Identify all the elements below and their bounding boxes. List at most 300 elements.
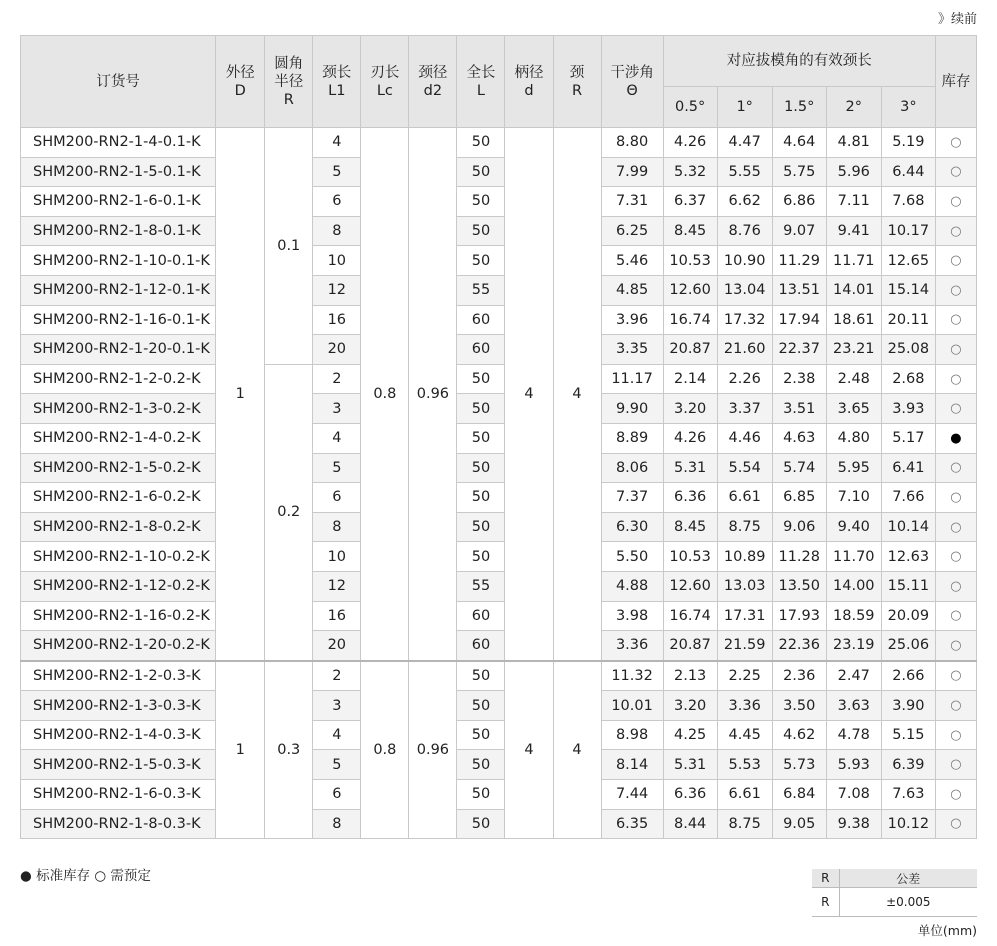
header-shank-diameter: 柄径 d <box>505 36 553 128</box>
effective-length-cell: 13.03 <box>717 571 772 601</box>
effective-length-cell: 3.20 <box>663 394 717 424</box>
order-code-cell: SHM200-RN2-1-5-0.3-K <box>21 750 216 780</box>
effective-length-cell: 6.62 <box>717 187 772 217</box>
neck-length-cell: 4 <box>313 423 361 453</box>
order-code-cell: SHM200-RN2-1-16-0.1-K <box>21 305 216 335</box>
neck-length-cell: 2 <box>313 364 361 394</box>
neck-length-cell: 20 <box>313 335 361 365</box>
table-row <box>21 809 977 839</box>
effective-length-cell: 8.44 <box>663 809 717 839</box>
effective-length-cell: 4.26 <box>663 423 717 453</box>
interference-angle-cell: 3.36 <box>601 631 663 661</box>
effective-length-cell: 4.80 <box>826 423 881 453</box>
stock-cell: ○ <box>935 483 976 513</box>
effective-length-cell: 23.19 <box>826 631 881 661</box>
neck-length-cell: 2 <box>313 661 361 691</box>
table-row <box>21 364 977 394</box>
effective-length-cell: 2.36 <box>772 661 826 691</box>
effective-length-cell: 4.63 <box>772 423 826 453</box>
total-length-cell: 60 <box>457 305 505 335</box>
neck-length-cell: 5 <box>313 453 361 483</box>
order-code-cell: SHM200-RN2-1-5-0.1-K <box>21 157 216 187</box>
total-length-cell: 50 <box>457 780 505 810</box>
neck-length-cell: 4 <box>313 720 361 750</box>
outer-diameter-cell: 1 <box>216 661 265 839</box>
interference-angle-cell: 8.06 <box>601 453 663 483</box>
stock-cell: ○ <box>935 216 976 246</box>
effective-length-cell: 3.50 <box>772 691 826 721</box>
effective-length-cell: 5.93 <box>826 750 881 780</box>
effective-length-cell: 6.85 <box>772 483 826 513</box>
stock-cell: ● <box>935 423 976 453</box>
total-length-cell: 50 <box>457 512 505 542</box>
interference-angle-cell: 8.98 <box>601 720 663 750</box>
neck-length-cell: 3 <box>313 394 361 424</box>
interference-angle-cell: 9.90 <box>601 394 663 424</box>
effective-length-cell: 4.47 <box>717 128 772 158</box>
table-row <box>21 571 977 601</box>
effective-length-cell: 8.45 <box>663 512 717 542</box>
effective-length-cell: 3.90 <box>881 691 935 721</box>
table-row <box>21 305 977 335</box>
header-angle-0-5: 0.5° <box>663 87 717 128</box>
order-code-cell: SHM200-RN2-1-6-0.1-K <box>21 187 216 217</box>
blade-length-cell: 0.8 <box>361 661 409 839</box>
neck-length-cell: 4 <box>313 128 361 158</box>
effective-length-cell: 4.64 <box>772 128 826 158</box>
effective-length-cell: 18.61 <box>826 305 881 335</box>
table-row <box>21 720 977 750</box>
effective-length-cell: 25.06 <box>881 631 935 661</box>
effective-length-cell: 7.63 <box>881 780 935 810</box>
table-row <box>21 423 977 453</box>
neck-length-cell: 6 <box>313 780 361 810</box>
stock-cell: ○ <box>935 780 976 810</box>
order-code-cell: SHM200-RN2-1-8-0.3-K <box>21 809 216 839</box>
interference-angle-cell: 11.32 <box>601 661 663 691</box>
corner-radius-cell: 0.2 <box>265 364 313 660</box>
header-angle-3: 3° <box>881 87 935 128</box>
effective-length-cell: 5.31 <box>663 453 717 483</box>
effective-length-cell: 6.36 <box>663 780 717 810</box>
stock-cell: ○ <box>935 305 976 335</box>
table-row <box>21 394 977 424</box>
neck-diameter-cell: 0.96 <box>409 128 457 661</box>
table-row <box>21 542 977 572</box>
effective-length-cell: 3.93 <box>881 394 935 424</box>
effective-length-cell: 9.38 <box>826 809 881 839</box>
effective-length-cell: 4.78 <box>826 720 881 750</box>
stock-cell: ○ <box>935 720 976 750</box>
header-neck-r: 颈 R <box>553 36 601 128</box>
total-length-cell: 50 <box>457 661 505 691</box>
total-length-cell: 50 <box>457 216 505 246</box>
total-length-cell: 50 <box>457 423 505 453</box>
stock-cell: ○ <box>935 750 976 780</box>
neck-length-cell: 8 <box>313 809 361 839</box>
neck-length-cell: 5 <box>313 157 361 187</box>
effective-length-cell: 12.60 <box>663 275 717 305</box>
total-length-cell: 60 <box>457 335 505 365</box>
total-length-cell: 50 <box>457 542 505 572</box>
corner-radius-cell: 0.1 <box>265 128 313 365</box>
effective-length-cell: 5.15 <box>881 720 935 750</box>
neck-length-cell: 8 <box>313 512 361 542</box>
tolerance-header-r: R <box>812 869 839 888</box>
effective-length-cell: 5.73 <box>772 750 826 780</box>
effective-length-cell: 8.75 <box>717 512 772 542</box>
interference-angle-cell: 10.01 <box>601 691 663 721</box>
stock-cell: ○ <box>935 128 976 158</box>
interference-angle-cell: 4.88 <box>601 571 663 601</box>
effective-length-cell: 3.20 <box>663 691 717 721</box>
neck-length-cell: 6 <box>313 187 361 217</box>
interference-angle-cell: 6.30 <box>601 512 663 542</box>
interference-angle-cell: 8.80 <box>601 128 663 158</box>
stock-cell: ○ <box>935 364 976 394</box>
stock-cell: ○ <box>935 661 976 691</box>
neck-length-cell: 16 <box>313 305 361 335</box>
header-interference-angle: 干涉角 Θ <box>601 36 663 128</box>
total-length-cell: 50 <box>457 394 505 424</box>
interference-angle-cell: 7.99 <box>601 157 663 187</box>
effective-length-cell: 5.31 <box>663 750 717 780</box>
effective-length-cell: 5.53 <box>717 750 772 780</box>
order-code-cell: SHM200-RN2-1-4-0.2-K <box>21 423 216 453</box>
effective-length-cell: 17.93 <box>772 601 826 631</box>
effective-length-cell: 7.08 <box>826 780 881 810</box>
order-code-cell: SHM200-RN2-1-12-0.2-K <box>21 571 216 601</box>
effective-length-cell: 5.54 <box>717 453 772 483</box>
effective-length-cell: 9.41 <box>826 216 881 246</box>
effective-length-cell: 16.74 <box>663 305 717 335</box>
table-row <box>21 157 977 187</box>
effective-length-cell: 2.13 <box>663 661 717 691</box>
neck-length-cell: 10 <box>313 542 361 572</box>
corner-radius-cell: 0.3 <box>265 661 313 839</box>
interference-angle-cell: 7.44 <box>601 780 663 810</box>
header-angle-2: 2° <box>826 87 881 128</box>
order-code-cell: SHM200-RN2-1-6-0.2-K <box>21 483 216 513</box>
stock-legend: ● 标准库存 ○ 需预定 <box>20 868 151 884</box>
tolerance-table <box>812 869 977 917</box>
header-blade-length: 刃长 Lc <box>361 36 409 128</box>
interference-angle-cell: 11.17 <box>601 364 663 394</box>
effective-length-cell: 22.37 <box>772 335 826 365</box>
interference-angle-cell: 3.35 <box>601 335 663 365</box>
effective-length-cell: 12.63 <box>881 542 935 572</box>
neck-length-cell: 12 <box>313 275 361 305</box>
effective-length-cell: 22.36 <box>772 631 826 661</box>
effective-length-cell: 9.05 <box>772 809 826 839</box>
table-row <box>21 216 977 246</box>
order-code-cell: SHM200-RN2-1-2-0.2-K <box>21 364 216 394</box>
stock-cell: ○ <box>935 335 976 365</box>
effective-length-cell: 3.65 <box>826 394 881 424</box>
effective-length-cell: 5.55 <box>717 157 772 187</box>
effective-length-cell: 10.89 <box>717 542 772 572</box>
effective-length-cell: 6.41 <box>881 453 935 483</box>
table-row <box>21 631 977 661</box>
effective-length-cell: 6.39 <box>881 750 935 780</box>
effective-length-cell: 6.84 <box>772 780 826 810</box>
total-length-cell: 50 <box>457 691 505 721</box>
neck-length-cell: 8 <box>313 216 361 246</box>
stock-cell: ○ <box>935 187 976 217</box>
effective-length-cell: 17.32 <box>717 305 772 335</box>
header-outer-diameter: 外径 D <box>216 36 265 128</box>
interference-angle-cell: 7.31 <box>601 187 663 217</box>
header-angle-1-5: 1.5° <box>772 87 826 128</box>
effective-length-cell: 10.90 <box>717 246 772 276</box>
order-code-cell: SHM200-RN2-1-6-0.3-K <box>21 780 216 810</box>
effective-length-cell: 5.17 <box>881 423 935 453</box>
effective-length-cell: 21.60 <box>717 335 772 365</box>
effective-length-cell: 20.87 <box>663 335 717 365</box>
order-code-cell: SHM200-RN2-1-3-0.3-K <box>21 691 216 721</box>
effective-length-cell: 6.36 <box>663 483 717 513</box>
stock-cell: ○ <box>935 601 976 631</box>
effective-length-cell: 14.00 <box>826 571 881 601</box>
effective-length-cell: 2.14 <box>663 364 717 394</box>
interference-angle-cell: 3.98 <box>601 601 663 631</box>
effective-length-cell: 14.01 <box>826 275 881 305</box>
table-row <box>21 128 977 158</box>
header-neck-length: 颈长 L1 <box>313 36 361 128</box>
effective-length-cell: 2.48 <box>826 364 881 394</box>
tolerance-header-tol: 公差 <box>839 869 977 888</box>
effective-length-cell: 4.46 <box>717 423 772 453</box>
effective-length-cell: 7.11 <box>826 187 881 217</box>
effective-length-cell: 13.51 <box>772 275 826 305</box>
interference-angle-cell: 7.37 <box>601 483 663 513</box>
effective-length-cell: 20.87 <box>663 631 717 661</box>
effective-length-cell: 10.53 <box>663 246 717 276</box>
effective-length-cell: 11.70 <box>826 542 881 572</box>
unit-label: 单位(mm) <box>917 923 977 938</box>
effective-length-cell: 4.26 <box>663 128 717 158</box>
table-row <box>21 187 977 217</box>
total-length-cell: 50 <box>457 364 505 394</box>
interference-angle-cell: 8.89 <box>601 423 663 453</box>
order-code-cell: SHM200-RN2-1-20-0.2-K <box>21 631 216 661</box>
table-row <box>21 750 977 780</box>
neck-length-cell: 3 <box>313 691 361 721</box>
effective-length-cell: 5.74 <box>772 453 826 483</box>
effective-length-cell: 8.76 <box>717 216 772 246</box>
effective-length-cell: 16.74 <box>663 601 717 631</box>
effective-length-cell: 8.45 <box>663 216 717 246</box>
total-length-cell: 55 <box>457 571 505 601</box>
table-row <box>21 601 977 631</box>
effective-length-cell: 8.75 <box>717 809 772 839</box>
effective-length-cell: 15.11 <box>881 571 935 601</box>
header-angle-1: 1° <box>717 87 772 128</box>
effective-length-cell: 7.68 <box>881 187 935 217</box>
interference-angle-cell: 5.50 <box>601 542 663 572</box>
effective-length-cell: 25.08 <box>881 335 935 365</box>
neck-diameter-cell: 0.96 <box>409 661 457 839</box>
effective-length-cell: 13.50 <box>772 571 826 601</box>
neck-r-cell: 4 <box>553 128 601 661</box>
total-length-cell: 60 <box>457 601 505 631</box>
effective-length-cell: 10.53 <box>663 542 717 572</box>
total-length-cell: 55 <box>457 275 505 305</box>
header-corner-radius: 圆角 半径 R <box>265 36 313 128</box>
effective-length-cell: 10.17 <box>881 216 935 246</box>
effective-length-cell: 2.47 <box>826 661 881 691</box>
header-effective-length: 对应拔模角的有效颈长 <box>663 36 935 87</box>
effective-length-cell: 17.94 <box>772 305 826 335</box>
table-row <box>21 275 977 305</box>
effective-length-cell: 11.28 <box>772 542 826 572</box>
stock-cell: ○ <box>935 571 976 601</box>
tolerance-value: ±0.005 <box>839 888 977 917</box>
header-total-length: 全长 L <box>457 36 505 128</box>
blade-length-cell: 0.8 <box>361 128 409 661</box>
neck-length-cell: 5 <box>313 750 361 780</box>
total-length-cell: 50 <box>457 453 505 483</box>
effective-length-cell: 5.75 <box>772 157 826 187</box>
stock-cell: ○ <box>935 542 976 572</box>
effective-length-cell: 21.59 <box>717 631 772 661</box>
neck-length-cell: 6 <box>313 483 361 513</box>
effective-length-cell: 4.45 <box>717 720 772 750</box>
effective-length-cell: 2.68 <box>881 364 935 394</box>
effective-length-cell: 20.09 <box>881 601 935 631</box>
effective-length-cell: 5.32 <box>663 157 717 187</box>
table-row <box>21 691 977 721</box>
stock-cell: ○ <box>935 809 976 839</box>
continued-label: 》续前 <box>937 12 977 27</box>
order-code-cell: SHM200-RN2-1-3-0.2-K <box>21 394 216 424</box>
stock-cell: ○ <box>935 394 976 424</box>
effective-length-cell: 3.36 <box>717 691 772 721</box>
order-code-cell: SHM200-RN2-1-12-0.1-K <box>21 275 216 305</box>
table-row <box>21 335 977 365</box>
effective-length-cell: 12.65 <box>881 246 935 276</box>
outer-diameter-cell: 1 <box>216 128 265 661</box>
shank-diameter-cell: 4 <box>505 128 553 661</box>
effective-length-cell: 15.14 <box>881 275 935 305</box>
order-code-cell: SHM200-RN2-1-16-0.2-K <box>21 601 216 631</box>
total-length-cell: 50 <box>457 809 505 839</box>
total-length-cell: 50 <box>457 187 505 217</box>
stock-cell: ○ <box>935 453 976 483</box>
interference-angle-cell: 6.35 <box>601 809 663 839</box>
interference-angle-cell: 5.46 <box>601 246 663 276</box>
effective-length-cell: 23.21 <box>826 335 881 365</box>
effective-length-cell: 11.29 <box>772 246 826 276</box>
effective-length-cell: 2.26 <box>717 364 772 394</box>
total-length-cell: 50 <box>457 246 505 276</box>
effective-length-cell: 6.61 <box>717 780 772 810</box>
effective-length-cell: 13.04 <box>717 275 772 305</box>
neck-length-cell: 12 <box>313 571 361 601</box>
effective-length-cell: 18.59 <box>826 601 881 631</box>
total-length-cell: 60 <box>457 631 505 661</box>
effective-length-cell: 10.12 <box>881 809 935 839</box>
header-order-no: 订货号 <box>21 36 216 128</box>
effective-length-cell: 6.44 <box>881 157 935 187</box>
tolerance-r: R <box>812 888 839 917</box>
total-length-cell: 50 <box>457 720 505 750</box>
total-length-cell: 50 <box>457 750 505 780</box>
interference-angle-cell: 8.14 <box>601 750 663 780</box>
stock-cell: ○ <box>935 512 976 542</box>
header-stock: 库存 <box>935 36 976 128</box>
order-code-cell: SHM200-RN2-1-5-0.2-K <box>21 453 216 483</box>
effective-length-cell: 5.96 <box>826 157 881 187</box>
total-length-cell: 50 <box>457 483 505 513</box>
effective-length-cell: 4.25 <box>663 720 717 750</box>
order-code-cell: SHM200-RN2-1-4-0.1-K <box>21 128 216 158</box>
interference-angle-cell: 6.25 <box>601 216 663 246</box>
effective-length-cell: 4.62 <box>772 720 826 750</box>
effective-length-cell: 11.71 <box>826 246 881 276</box>
header-neck-diameter: 颈径 d2 <box>409 36 457 128</box>
neck-length-cell: 16 <box>313 601 361 631</box>
neck-length-cell: 10 <box>313 246 361 276</box>
table-row <box>21 483 977 513</box>
product-table <box>20 35 977 839</box>
effective-length-cell: 12.60 <box>663 571 717 601</box>
effective-length-cell: 20.11 <box>881 305 935 335</box>
effective-length-cell: 10.14 <box>881 512 935 542</box>
effective-length-cell: 2.66 <box>881 661 935 691</box>
stock-cell: ○ <box>935 691 976 721</box>
stock-cell: ○ <box>935 246 976 276</box>
neck-length-cell: 20 <box>313 631 361 661</box>
effective-length-cell: 4.81 <box>826 128 881 158</box>
effective-length-cell: 9.06 <box>772 512 826 542</box>
effective-length-cell: 7.66 <box>881 483 935 513</box>
total-length-cell: 50 <box>457 128 505 158</box>
table-body <box>21 128 977 839</box>
order-code-cell: SHM200-RN2-1-2-0.3-K <box>21 661 216 691</box>
interference-angle-cell: 4.85 <box>601 275 663 305</box>
effective-length-cell: 9.07 <box>772 216 826 246</box>
stock-cell: ○ <box>935 157 976 187</box>
effective-length-cell: 5.19 <box>881 128 935 158</box>
total-length-cell: 50 <box>457 157 505 187</box>
interference-angle-cell: 3.96 <box>601 305 663 335</box>
effective-length-cell: 5.95 <box>826 453 881 483</box>
order-code-cell: SHM200-RN2-1-20-0.1-K <box>21 335 216 365</box>
table-row <box>21 246 977 276</box>
effective-length-cell: 3.37 <box>717 394 772 424</box>
effective-length-cell: 2.38 <box>772 364 826 394</box>
table-row <box>21 512 977 542</box>
table-row <box>21 661 977 691</box>
order-code-cell: SHM200-RN2-1-8-0.1-K <box>21 216 216 246</box>
table-row <box>21 453 977 483</box>
order-code-cell: SHM200-RN2-1-10-0.1-K <box>21 246 216 276</box>
effective-length-cell: 3.63 <box>826 691 881 721</box>
neck-r-cell: 4 <box>553 661 601 839</box>
order-code-cell: SHM200-RN2-1-8-0.2-K <box>21 512 216 542</box>
effective-length-cell: 17.31 <box>717 601 772 631</box>
stock-cell: ○ <box>935 631 976 661</box>
stock-cell: ○ <box>935 275 976 305</box>
effective-length-cell: 3.51 <box>772 394 826 424</box>
effective-length-cell: 6.61 <box>717 483 772 513</box>
effective-length-cell: 6.86 <box>772 187 826 217</box>
effective-length-cell: 9.40 <box>826 512 881 542</box>
table-row <box>21 780 977 810</box>
effective-length-cell: 7.10 <box>826 483 881 513</box>
effective-length-cell: 2.25 <box>717 661 772 691</box>
